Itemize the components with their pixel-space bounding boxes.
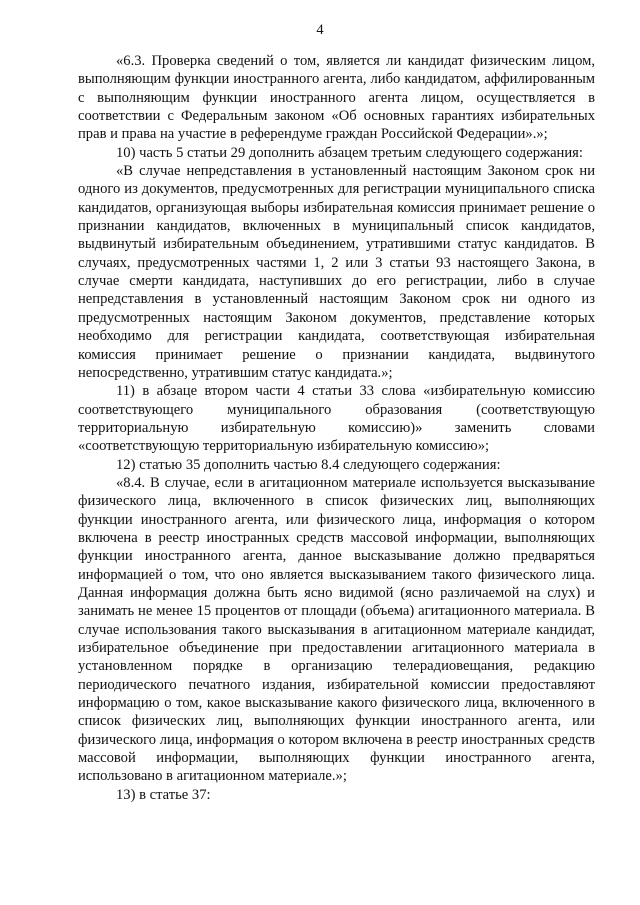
document-body — [78, 52, 595, 804]
paragraph-6-3-quote: «6.3. Проверка сведений о том, является ли кандидат физическим лицом, выполняющим функции иностранного агента, либо кандидатом, аффилированным с выполняющим функции иностранного агента лицом, осуществляется в соответствии с Федеральным законом «Об основных гарантиях избирательных прав и права на участие в референдуме граждан Российской Федерации».»; — [78, 53, 595, 143]
paragraph-item-13: 13) в статье 37: — [116, 786, 211, 803]
paragraph-item-11: 11) в абзаце втором части 4 статьи 33 слова «избирательную комиссию соответствующего муниципального образования (соответствующую территориальную избирательную комиссию)» заменить словами «соответствующую территориальную избирательную комиссию»; — [78, 383, 595, 455]
paragraph-item-12: 12) статью 35 дополнить частью 8.4 следующего содержания: — [116, 456, 501, 473]
paragraph-item-10: 10) часть 5 статьи 29 дополнить абзацем третьим следующего содержания: — [116, 144, 583, 161]
paragraph-8-4-quote: «8.4. В случае, если в агитационном материале используется высказывание физического лица, включенного в список физических лиц, выполняющих функции иностранного агента, или физического лица, информация о котором включена в реестр иностранных средств массовой информации, выполняющих функции иностранного агента, данное высказывание должно предваряться информацией о том, что оно является высказыванием такого физического лица. Данная информация должна быть ясно видимой (ясно различаемой на слух) и занимать не менее 15 процентов от площади (объема) агитационного материала. В случае использования такого высказывания в агитационном материале кандидат, избирательное объединение при предоставлении агитационного материала в установленном порядке в организацию телерадиовещания, редакцию периодического печатного издания, избирательной комиссии предоставляют информацию о том, какое высказывание какого физического лица, включенного в список физических лиц, выполняющих функции иностранного агента, или физического лица, информация о котором включена в реестр иностранных средств массовой информации, выполняющих функции иностранного агента, использовано в агитационном материале.»; — [78, 474, 595, 785]
paragraph-article-29-quote: «В случае непредставления в установленный настоящим Законом срок ни одного из документов, предусмотренных для регистрации муниципального списка кандидатов, организующая выборы избирательная комиссия принимает решение о признании кандидатов, включенных в муниципальный список кандидатов, выдвинутый избирательным объединением, утратившими статус кандидатов. В случаях, предусмотренных частями 1, 2 или 3 статьи 93 настоящего Закона, в случае смерти кандидата, наступивших до его регистрации, либо в случае непредставления в установленный настоящим Законом срок ни одного из предусмотренных настоящим Законом документов, представление которых необходимо для регистрации кандидата, соответствующая избирательная комиссия принимает решение о признании кандидата, выдвинутого непосредственно, утратившим статус кандидата.»; — [78, 163, 595, 381]
page-number: 4 — [316, 22, 324, 38]
